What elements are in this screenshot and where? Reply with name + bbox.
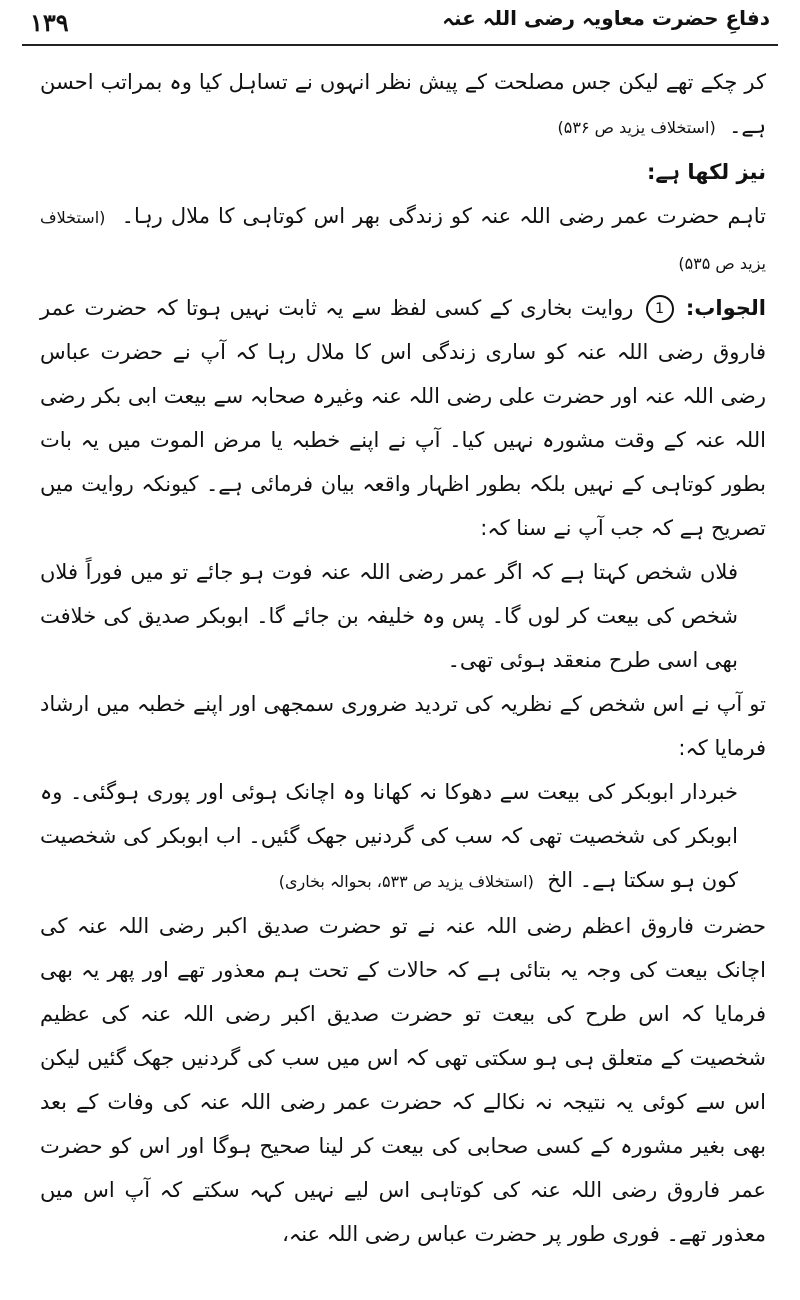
paragraph-5: تو آپ نے اس شخص کے نظریہ کی تردید ضروری سمجھی اور اپنے خطبہ میں ارشاد فرمایا کہ: (40, 692, 766, 760)
citation-1: (استخلاف یزید ص ۵۳۶) (557, 118, 716, 137)
page-number: ۱۳۹ (30, 8, 69, 37)
answer-heading: الجواب: (685, 296, 766, 320)
page-header (22, 0, 778, 46)
paragraph-6: حضرت فاروق اعظم رضی اللہ عنہ نے تو حضرت صدیق اکبر رضی اللہ عنہ کی اچانک بیعت کی وجہ یہ بتائی ہے کہ حالات کے تحت ہم معذور تھے اور پھر یہ بھی فرمایا کہ اس طرح کی بیعت تو حضرت صدیق اکبر رضی اللہ عنہ کی عظیم شخصیت کے متعلق ہی ہو سکتی تھی کہ اس میں سب کی گردنیں جھک گئیں لیکن اس سے کوئی یہ نتیجہ نہ نکالے کہ حضرت عمر رضی اللہ عنہ کی وفات کے بعد بھی بغیر مشورہ کے کسی صحابی کی بیعت کر لینا صحیح ہوگا اور اس کو حضرت عمر فاروق رضی اللہ عنہ کی کوتاہی اس لیے نہیں کہہ سکتے کہ آپ اس میں معذور تھے۔ فوری طور پر حضرت عباس رضی اللہ عنہ، (40, 914, 766, 1246)
paragraph-3 (40, 194, 766, 286)
citation-2: (استخلاف یزید ص ۵۳۵) (40, 208, 766, 273)
paragraph-2: نیز لکھا ہے: (647, 160, 766, 184)
citation-3: (استخلاف یزید ص ۵۳۳، بحوالہ بخاری) (278, 872, 534, 891)
circled-number-marker: 1 (646, 295, 674, 323)
paragraph-1-text: کر چکے تھے لیکن جس مصلحت کے پیش نظر انہوں نے تساہل کیا وہ بمراتب احسن ہے۔ (40, 70, 766, 138)
paragraph-4-text: روایت بخاری کے کسی لفظ سے یہ ثابت نہیں ہوتا کہ حضرت عمر فاروق رضی اللہ عنہ کو ساری زندگی اس کا ملال رہا کہ آپ نے حضرت عباس رضی اللہ عنہ اور حضرت علی رضی اللہ عنہ وغیرہ صحابہ سے بیعت ابی بکر رضی اللہ عنہ کے وقت مشورہ نہیں کیا۔ آپ نے اپنے خطبہ یا مرض الموت میں یہ بات بطور کوتاہی کے نہیں بلکہ بطور اظہار واقعہ بیان فرمائی ہے۔ کیونکہ روایت میں تصریح ہے کہ جب آپ نے سنا کہ: (40, 296, 766, 540)
quote-2-text: خبردار ابوبکر کی بیعت سے دھوکا نہ کھانا وہ اچانک ہوئی اور پوری ہوگئی۔ وہ ابوبکر کی شخصیت تھی کہ سب کی گردنیں جھک گئیں۔ اب ابوبکر کی شخصیت کون ہو سکتا ہے۔ الخ (40, 780, 738, 892)
paragraph-4 (40, 286, 766, 550)
quote-2 (40, 770, 738, 904)
quote-1: فلاں شخص کہتا ہے کہ اگر عمر رضی اللہ عنہ فوت ہو جائے تو میں فوراً فلاں شخص کی بیعت کر لوں گا۔ پس وہ خلیفہ بن جائے گا۔ ابوبکر صدیق کی خلافت بھی اسی طرح منعقد ہوئی تھی۔ (40, 560, 738, 672)
paragraph-3-text: تاہم حضرت عمر رضی اللہ عنہ کو زندگی بھر اس کوتاہی کا ملال رہا۔ (121, 204, 766, 228)
page-body (40, 60, 766, 1256)
paragraph-1 (40, 60, 766, 150)
running-title: دفاعِ حضرت معاویہ رضی اللہ عنہ (442, 6, 770, 30)
